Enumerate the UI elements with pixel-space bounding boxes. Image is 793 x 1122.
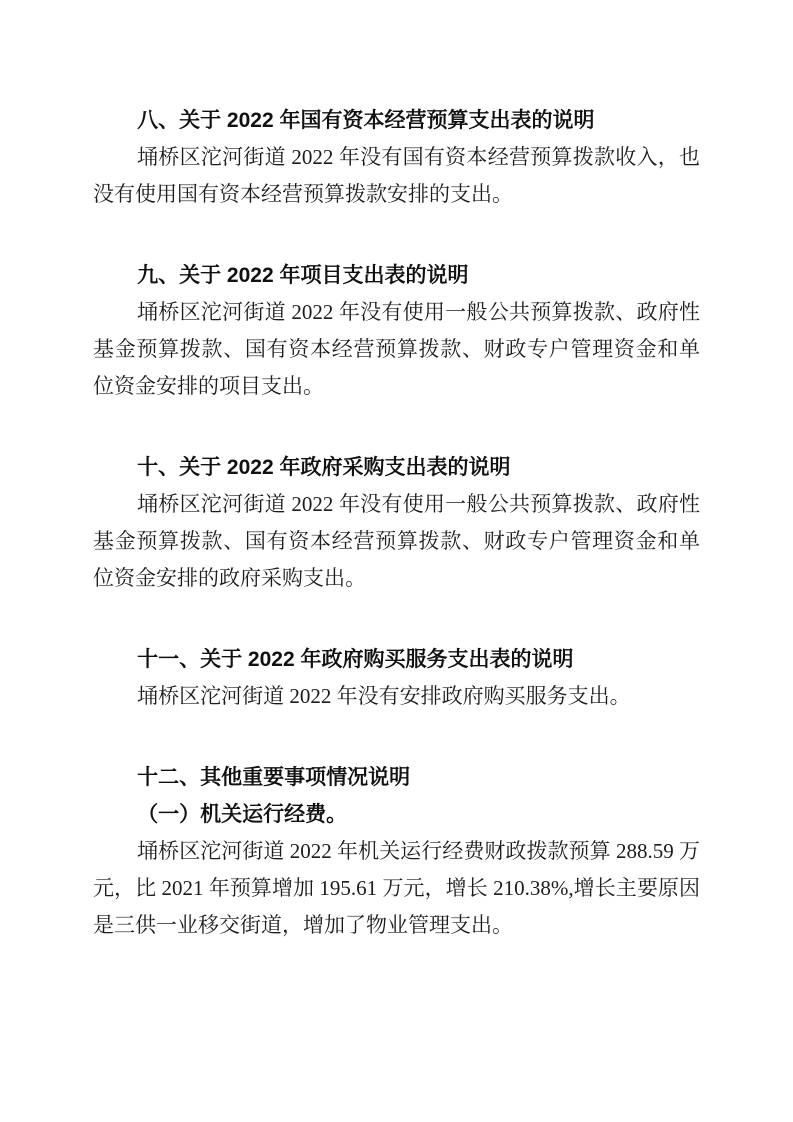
section-heading: 十一、关于 2022 年政府购买服务支出表的说明 bbox=[137, 648, 574, 671]
paragraph: 埇桥区沱河街道 2022 年没有使用一般公共预算拨款、政府性基金预算拨款、国有资本经营预算拨款、财政专户管理资金和单位资金安排的项目支出。 bbox=[93, 300, 700, 398]
section-heading: 十二、其他重要事项情况说明 bbox=[137, 766, 411, 789]
section-purchased-services bbox=[93, 641, 700, 715]
section-subheading: （一）机关运行经费。 bbox=[137, 803, 348, 826]
paragraph: 埇桥区沱河街道 2022 年没有国有资本经营预算拨款收入，也没有使用国有资本经营预算拨款安排的支出。 bbox=[93, 145, 700, 206]
section-heading: 八、关于 2022 年国有资本经营预算支出表的说明 bbox=[137, 109, 595, 132]
paragraph: 埇桥区沱河街道 2022 年机关运行经费财政拨款预算 288.59 万元，比 2021 年预算增加 195.61 万元，增长 210.38%,增长主要原因是三供一业移交街道，增加了物业管理支出。 bbox=[93, 839, 700, 937]
section-other-important-matters bbox=[93, 759, 700, 944]
section-state-capital-budget bbox=[93, 102, 700, 213]
paragraph: 埇桥区沱河街道 2022 年没有安排政府购买服务支出。 bbox=[137, 684, 631, 708]
section-heading: 九、关于 2022 年项目支出表的说明 bbox=[137, 264, 469, 287]
section-government-procurement bbox=[93, 449, 700, 597]
paragraph: 埇桥区沱河街道 2022 年没有使用一般公共预算拨款、政府性基金预算拨款、国有资本经营预算拨款、财政专户管理资金和单位资金安排的政府采购支出。 bbox=[93, 492, 700, 590]
section-project-expenditure bbox=[93, 257, 700, 405]
section-heading: 十、关于 2022 年政府采购支出表的说明 bbox=[137, 456, 511, 479]
